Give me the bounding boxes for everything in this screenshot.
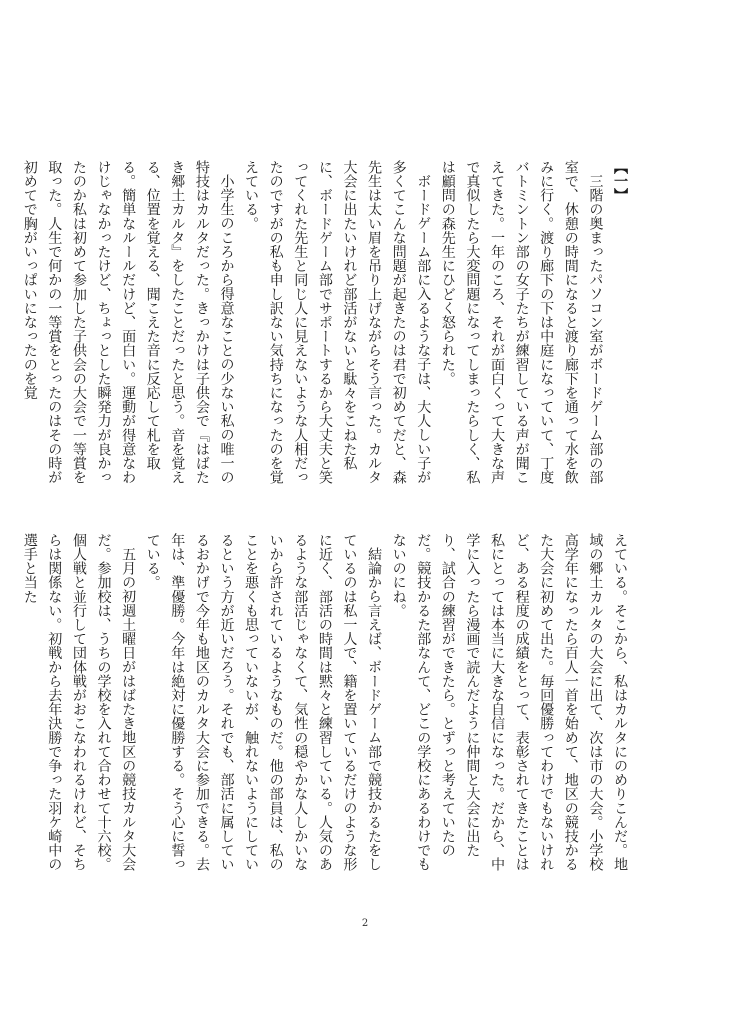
section-heading: 【一】 — [612, 160, 628, 203]
paragraph-bottom-2: 結論から言えば、ボードゲーム部で競技かるたをしているのは私一人で、籍を置いているだけのような形に近く、部活の時間は黙々と練習している。人気のあるような部活じゃなくて、気性の穏やかな人しかいないから許されているようなものだ。他の部員は、私のことを悪くも思っていないが、触れないようにしているという方が近いだろう。それでも、部活に属しているおかげで今年も地区のカルタ大会に参加できる。去年は、準優勝。今年は絶対に優勝する。そう心に誓っている。 — [144, 533, 383, 872]
paragraph-top-2: ボードゲーム部に入るような子は、大人しい子が多くてこんな問題が起きたのは君で初めてだと、森先生は太い眉を吊り上げながらそう言った。カルタ大会に出たいけれど部活がないと駄々をこねた私に、ボードゲーム部でサポートするから大丈夫と笑ってくれた先生と同じ人に見えないような人相だったのですがの私も申し訳ない気持ちになったのを覚えている。 — [243, 160, 432, 485]
page-number: 2 — [361, 918, 369, 929]
text-block-top — [21, 160, 632, 495]
paragraph-top-1: 三階の奥まったパソコン室がボードゲーム部の部室で、休憩の時間になると渡り廊下を通って水を飲みに行く。渡り廊下の下は中庭になっていて、丁度バトミントン部の女子たちが練習している声が聞こえてきた。一年のころ、それが面白くって大きな声で真似したら大変問題になってしまったらしく、私は顧問の森先生にひどく怒られた。 — [439, 160, 604, 485]
paragraph-bottom-3: 五月の初週土曜日がはばたき地区の競技カルタ大会だ。参加校は、うちの学校を入れて合わせて十六校。個人戦と並行して団体戦がおこなわれるけれど、そちらは関係ない。初戦から去年決勝で争った羽ケ崎中の選手と当た — [21, 533, 137, 872]
text-block-bottom — [21, 533, 632, 883]
paragraph-top-3: 小学生のころから得意なことの少ない私の唯一の特技はカルタだった。きっかけは子供会で『はばたき郷土カルタ』をしたことだったと思う。音を覚える、位置を覚える、聞こえた音に反応して札を取る。簡単なルールだけど、面白い。運動が得意なわけじゃなかったけど、ちょっとした瞬発力が良かったのか私は初めて参加した子供会の大会で一等賞を取った。人生で何かの一等賞をとったのはその時が初めてで胸がいっぱいになったのを覚 — [21, 160, 235, 485]
paragraph-bottom-1: えている。そこから、私はカルタにのめりこんだ。地域の郷土カルタの大会に出て、次は市の大会。小学校高学年になったら百人一首を始めて、地区の競技かるた大会に初めて出た。毎回優勝ってわけでもないけれど、ある程度の成績をとって、表彰されてきたことは私にとっては本当に大きな自信になった。だから、中学に入ったら漫画で読んだように仲間と大会に出たり、試合の練習ができたら。とずっと考えていたのだ。競技かるた部なんて、どこの学校にあるわけでもないのにね。 — [390, 533, 628, 872]
